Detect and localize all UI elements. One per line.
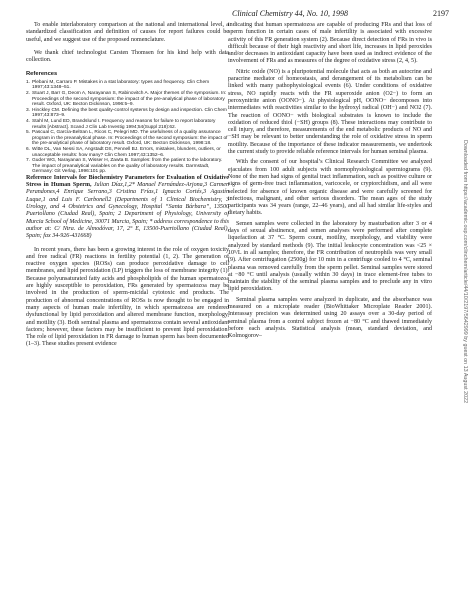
page-number: 2197 [433,9,449,18]
body-paragraph: In recent years, there has been a growing interest in the role of oxygen toxicity and free radical (FR) reactions in fertility potential (1, 2). The generation of reactive oxygen species (ROSs) can produce peroxidative damage to cell membranes, and lipid peroxidation (LP) triggers the loss of membrane integrity (1). Because polyunsaturated fatty acids and phospholipids of the human spermatozoa are highly susceptible to peroxidation, FRs generated by spermatozoa may be involved in the production of sperm-micidal cytotoxic end products. The production of abnormal concentrations of ROSs is now thought to be engaged in many aspects of human male infertility, in which spermatozoa are rendered dysfunctional by lipid peroxidation and altered membrane function, morphology, and motility (3). Both seminal plasma and spermatozoa contain several antioxidant factors; however, these factors may be insufficient to prevent lipid peroxidation. The role of lipid peroxidation in FR damage to human sperm has been documented (1–3). These studies present evidence [26,246,229,348]
body-paragraph: Nitric oxide (NO) is a pluripotential molecule that acts as both an autocrine and paracrine mediator of homeostasis, and derangement of its metabolism can be linked with many pathophysiological events (6). Under conditions of oxidative stress, NO rapidly reacts with the FR superoxide anion (O2−) to form an peroxynitrite anion (OONO−). At physiological pH, OONO− decomposes into intermediates with reactivities similar to the hydroxyl radical (OH−) and NO2 (7). The reaction of OONO− with biological substrates is known to include the oxidation of reduced thiol (−SH) groups (8). These interactions may contribute to cell injury, and therefore, measurements of the end metabolic products of NO and −SH may be relevant to better understanding the role of oxidative stress in sperm motility. Because of the importance of these indicator measurements, we undertook the current study to provide reliable reference intervals for human seminal plasma. [228,68,432,156]
body-paragraph: Seminal plasma samples were analyzed in duplicate, and the absorbance was measured on a microplate reader (BioWhittaker Microplate Reader 2001). Interassay precision was determined using 20 assays over a 30-day period of seminal plasma from a control subject frozen at −80 °C and thawed immediately before each analysis. Statistical analysis (mean, standard deviation, and Kolmogorov– [228,296,432,340]
body-paragraph: Semen samples were collected in the laboratory by masturbation after 3 or 4 days of sexual abstinence, and semen analyses were performed after complete liquefaction at 37 °C. Sperm count, motility, morphology, and viability were analyzed by standard methods (9). The initial leukocyte concentration was <25 × 10⁵/L in all samples; therefore, the FR contribution of neutrophils was very small (9). After centrifugation (2500g) for 10 min in a centrifuge cooled to 4 °C, seminal plasma was removed carefully from the sperm pellet. Seminal samples were stored at −80 °C until analysis (usually within 30 days) in trace element-free tubes to maintain the stability of the seminal plasma samples and to preclude any in vitro lipid peroxidation. [228,220,432,293]
article-authors-affiliations: Julian Díaz,1,2* Manuel Fernández-Arjona,3 Carmen Perandones,4 Enrique Serrano,3 Cristina Frías,1 Ignacio Cortés,3 Agustín Luque,1 and Luis F. Carbonell2 (Departments of 1 Clinical Biochemistry, 3 Urology, and 4 Obstetrics and Gynecology, Hospital “Santa Bárbara”, 13500 Puertollano (Ciudad Real), Spain; 2 Department of Physiology, University of Murcia School of Medicine, 30071 Murcia, Spain; * address correspondence to this author at: C/ Ntra. de Almodóvar, 17, 2° E, 13500-Puertollano (Ciudad Real), Spain; fax 34-926-431668) [26,182,230,240]
reference-item: 4. Stahl M, Lund ED, Brandslund I. Frequency and reasons for failure to report laboratory results [Abstract]. Scand J Clin Lab Investig 1994;54(Suppl 218):62. [26,118,216,130]
reference-item: 2. Stuart J, Barr G, Deom A, Narayanan S, Rabinovitch A. Major themes of the symposium. In: Proceedings of the second symposium: the impact of the pre-analytical phase of laboratory result. Oxford, UK: Becton Dickinson, 1996:5–9. [26,90,227,108]
download-watermark [460,140,474,460]
right-column [228,22,432,340]
reference-item: 7. Guder WG, Narayanan S, Wisser H, Zawta B. Samples: from the patient to the laboratory. The impact of preanalytical variables on the quality of laboratory results. Darmstadt, Germany: Git Verlag, 1996:101 pp. [26,158,223,175]
body-paragraph: indicating that human spermatozoa are capable of producing FRs and that loss of sperm function in certain cases of male infertility is associated with excessive activity of this FR generation system (2). Because direct detection of FRs in vivo is difficult because of their high reactivity and short life, increases in lipid peroxides and/or decreases in antioxidant capacity have been used as indirect evidence of the involvement of FRs and as measures of the degree of oxidative stress (2, 4, 5). [228,22,432,65]
intro-paragraph: To enable interlaboratory comparison at the national and international level, a standardized classification and definition of causes for report failures could be useful, and we suggest use of the proposed nomenclature. [26,22,229,43]
reference-item: 6. Witte DL, Van Nessi SA, Angstadt DS, Pennell BJ. Errors, mistakes, blunders, outliers, or unacceptable results: how many? Clin Chem 1997;43:1352–6. [26,146,221,158]
article-title: Reference Intervals for Biochemistry Parameters for Evaluation of Oxidative Stress in Human Sperm, [26,174,229,189]
body-paragraph: With the consent of our hospital’s Clinical Research Committee we analyzed ejaculates from 100 adult subjects with normophysiological spermiograms (9). None of the men had signs of genital tract inflammation, such as positive culture or signs of germ-free tract inflammation, varicocele, or cryptorchidism, and all were selected for absence of known organic disease and were carefully screened for infectious, malignant, and other serious disorders. The mean ages of the study participants was 34 years (range, 22–46 years), and all had similar life-styles and dietary habits. [228,159,432,217]
reference-item: 5. Pascual C, García-Beltran L, Ricos C, Pelegri MD. The usefulness of a quality assurance program in the preanalytical phase. In: Proceedings of the second symposium: the impact of the pre-analytical phase of laboratory result. Oxford, UK: Becton Dickinson, 1998:18. [26,130,228,147]
reference-item: 3. Hinckley CM. Defining the best quality-control systems by design and inspection. Clin Chem 1997;43:873–9. [26,107,227,119]
journal-citation: Clinical Chemistry 44, No. 10, 1998 [232,9,348,18]
article-heading [26,175,229,241]
download-notice: Downloaded from https://academic.oup.com/clinchem/article/44/10/2197/5642999 by guest on 13 August 2022 [462,140,468,404]
reference-list [26,80,229,175]
acknowledgment-paragraph: We thank chief technologist Carsten Thomsen for his kind help with data collection. [26,49,229,64]
running-header [0,9,474,23]
references-heading: References [26,71,58,78]
reference-item: 1. Plebani M, Carraro P. Mistakes in a stat laboratory: types and frequency. Clin Chem 1997;43:1348–51. [26,79,210,91]
left-column [26,22,229,349]
